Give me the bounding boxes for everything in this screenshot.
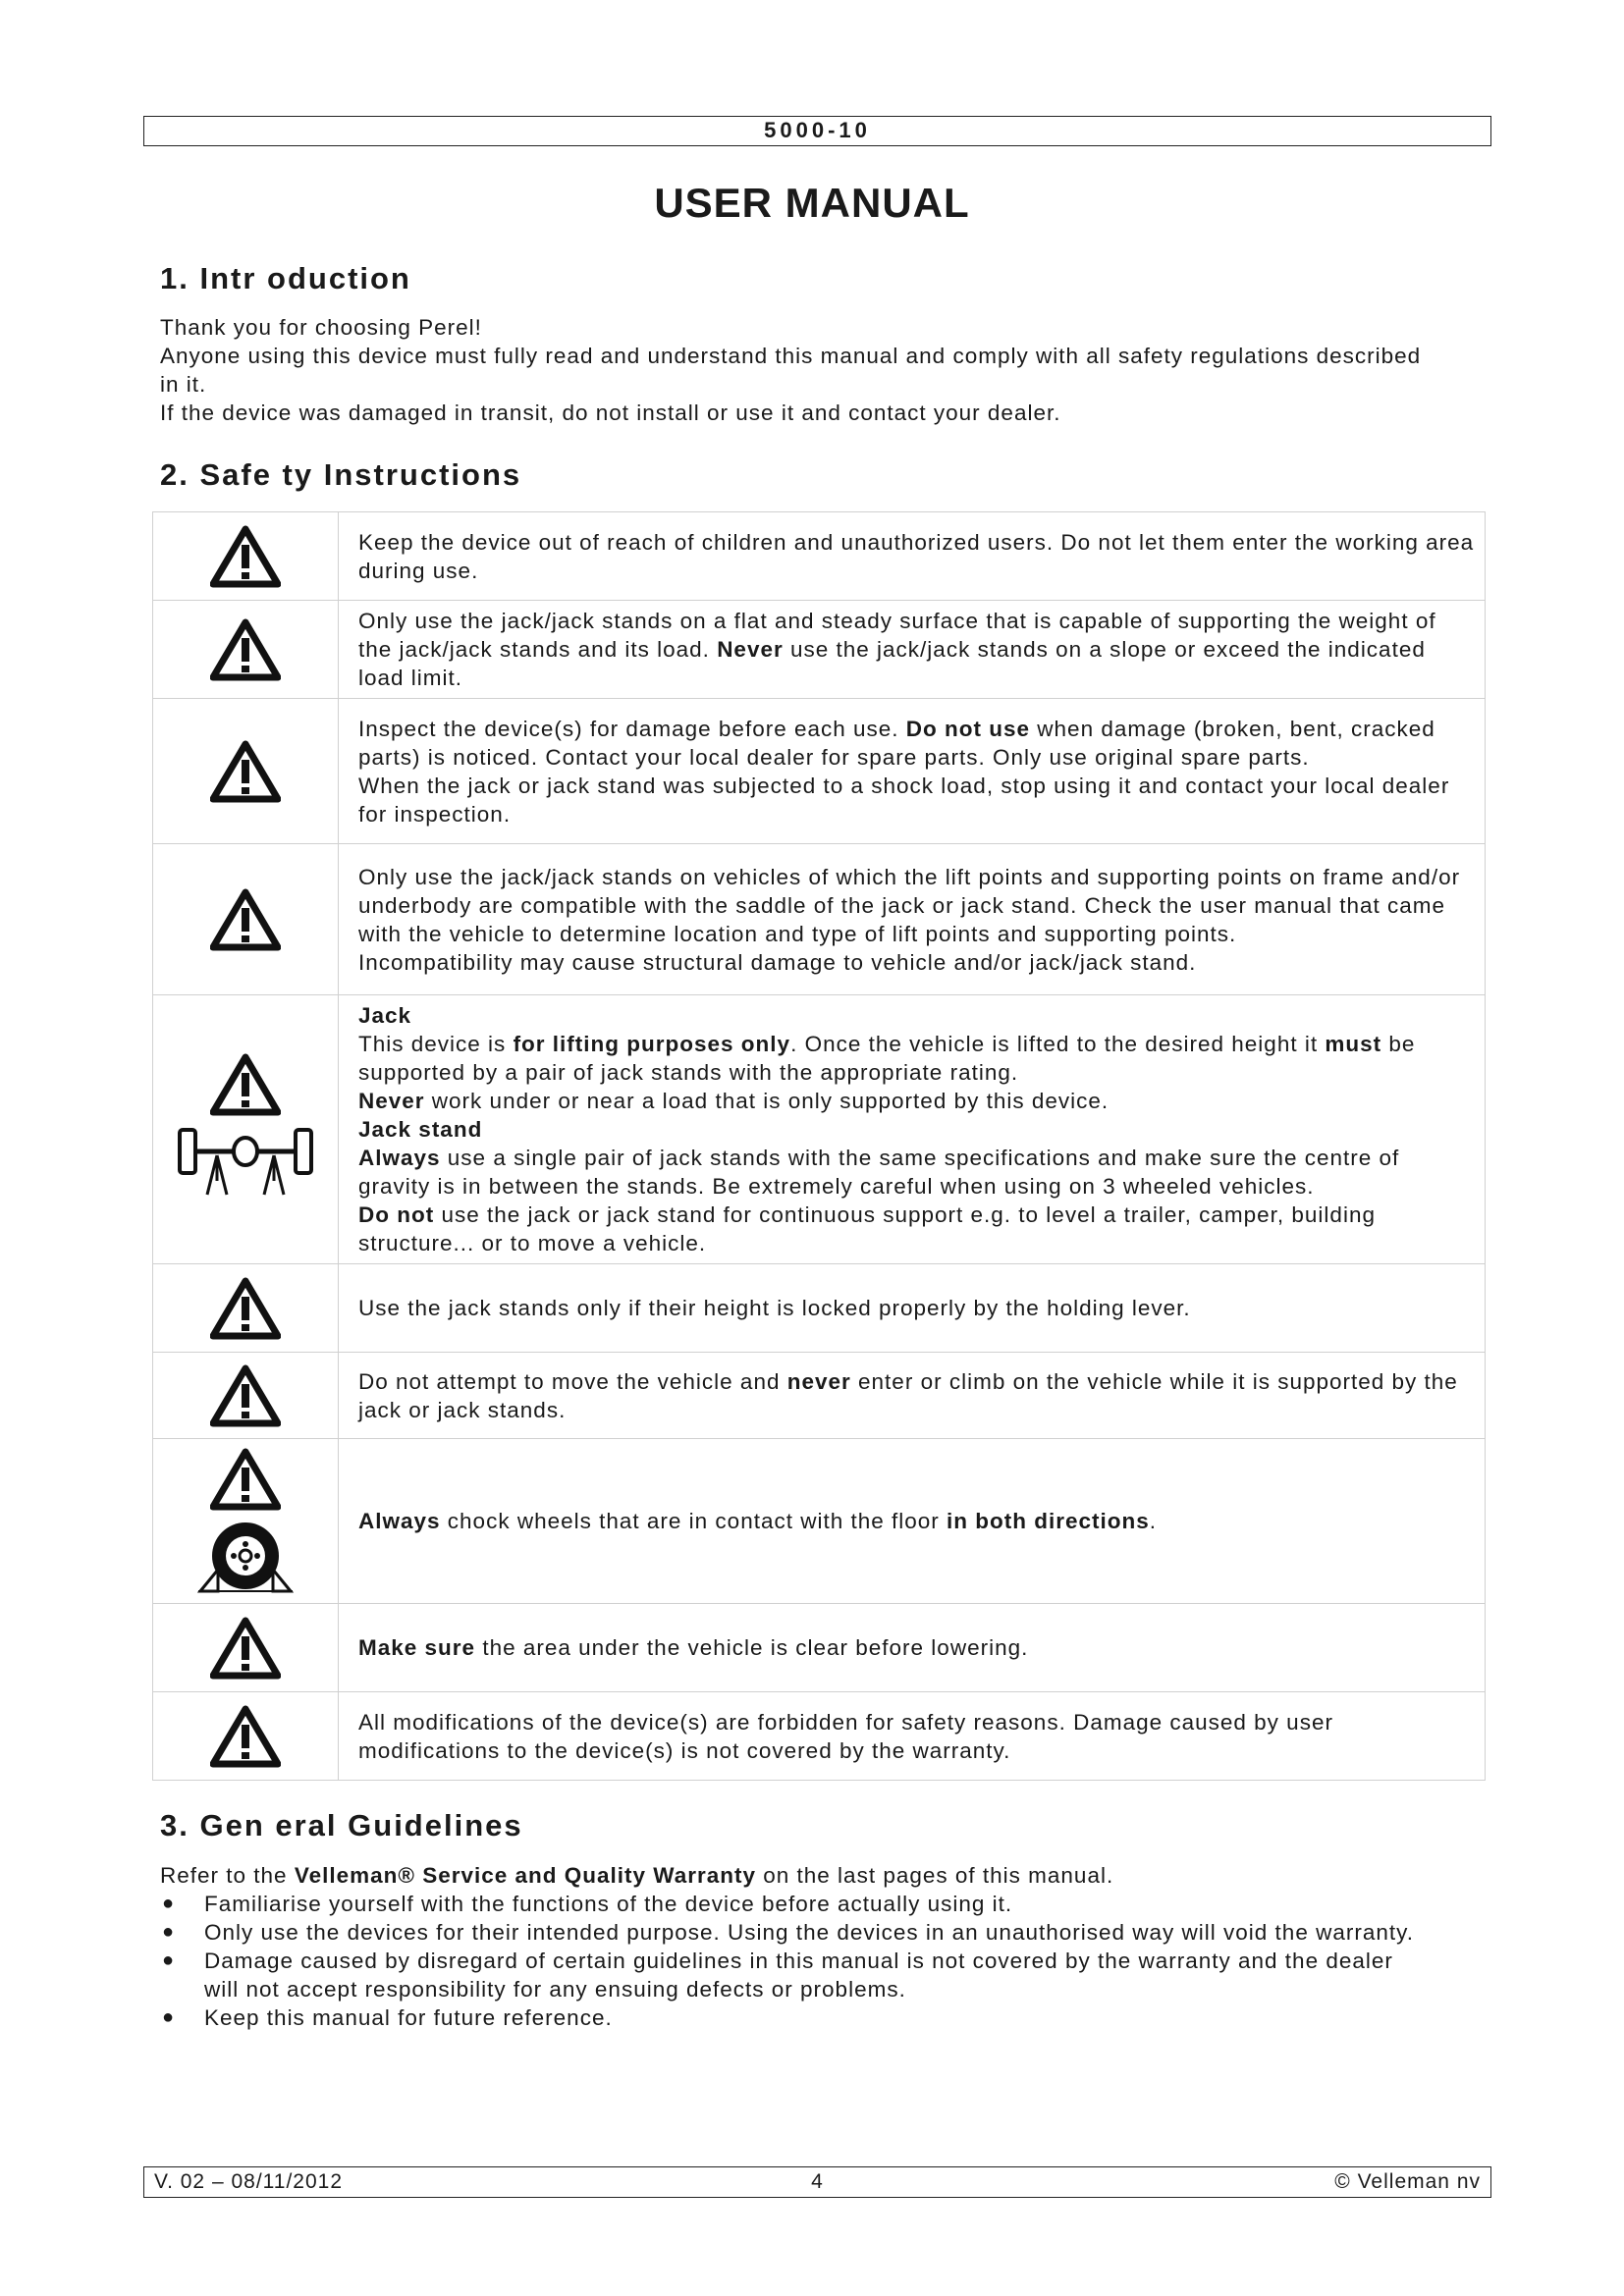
bullet-icon: ● (162, 1921, 176, 1943)
safety-text: Use the jack stands only if their height is locked properly by the holding lever. (358, 1296, 1191, 1320)
guidelines-lead: on the last pages of this manual. (756, 1863, 1114, 1888)
safety-row-text (339, 601, 1486, 699)
jack-subtitle: Jack (358, 1003, 412, 1028)
list-item-text: Keep this manual for future reference. (204, 2005, 613, 2030)
safety-emphasis: in both directions (947, 1509, 1150, 1533)
safety-text: be supported by a pair of jack stands with the appropriate rating. (358, 1032, 1416, 1085)
safety-row-text (339, 1353, 1486, 1439)
safety-emphasis: Always (358, 1146, 441, 1170)
intro-line: If the device was damaged in transit, do not install or use it and contact your dealer. (160, 400, 1061, 425)
safety-row-text (339, 512, 1486, 601)
safety-text: Keep the device out of reach of children and unauthorized users. Do not let them enter the working area during use. (358, 529, 1475, 583)
list-item (160, 2003, 1427, 2032)
version-date: V. 02 – 08/11/2012 (154, 2170, 343, 2193)
jack-stand-subtitle: Jack stand (358, 1117, 483, 1142)
safety-text: Incompatibility may cause structural damage to vehicle and/or jack/jack stand. (358, 949, 1197, 975)
safety-emphasis: for lifting purposes only (513, 1032, 791, 1056)
safety-row-text (339, 1692, 1486, 1781)
safety-text: when damage (broken, bent, cracked parts) is noticed. Contact your local dealer for spare parts. Only use original spare parts. (358, 716, 1435, 770)
guidelines-text (160, 1861, 1427, 2032)
safety-text: work under or near a load that is only supported by this device. (424, 1089, 1110, 1113)
safety-text: the area under the vehicle is clear before lowering. (475, 1635, 1029, 1660)
safety-emphasis: Do not use (905, 716, 1031, 741)
warranty-reference: Velleman® Service and Quality Warranty (294, 1863, 756, 1888)
jack-stand-warning-icons (153, 995, 339, 1264)
list-item-text: Only use the devices for their intended purpose. Using the devices in an unauthorised way will void the warranty. (204, 1920, 1414, 1945)
warning-triangle-icon (210, 1053, 281, 1116)
safety-text: use the jack or jack stand for continuous support e.g. to level a trailer, camper, building structure... or to move a vehicle. (358, 1202, 1376, 1255)
list-item (160, 1890, 1427, 1918)
safety-emphasis: Always (358, 1509, 441, 1533)
safety-row (153, 699, 1486, 844)
intro-line: Thank you for choosing Perel! (160, 315, 482, 340)
warning-triangle-icon (153, 1353, 339, 1439)
intro-text (160, 313, 1436, 427)
safety-row (153, 1604, 1486, 1692)
warning-triangle-icon (153, 1604, 339, 1692)
safety-emphasis: Do not (358, 1202, 435, 1227)
page-footer (143, 2166, 1491, 2198)
safety-row-text (339, 1264, 1486, 1353)
wheel-chock-icon (196, 1517, 295, 1595)
safety-row (153, 995, 1486, 1264)
safety-row (153, 1692, 1486, 1781)
safety-text: use the jack/jack stands on a slope or exceed the indicated load limit. (358, 637, 1426, 690)
list-item (160, 1947, 1427, 2003)
warning-triangle-icon (153, 1692, 339, 1781)
safety-row (153, 601, 1486, 699)
safety-row-text (339, 699, 1486, 844)
safety-row (153, 512, 1486, 601)
safety-text: All modifications of the device(s) are forbidden for safety reasons. Damage caused by user modifications to the device(s) is not covered by the warranty. (358, 1709, 1333, 1763)
intro-line: Anyone using this device must fully read and understand this manual and comply with all safety regulations described in it. (160, 344, 1422, 397)
guidelines-list (160, 1890, 1427, 2032)
safety-text: use a single pair of jack stands with the same specifications and make sure the centre of gravity is in between the stands. Be extremely careful when using on 3 wheeled vehicles. (358, 1146, 1400, 1199)
warning-triangle-icon (153, 699, 339, 844)
safety-emphasis: must (1325, 1032, 1382, 1056)
safety-emphasis: Make sure (358, 1635, 476, 1660)
safety-text: Only use the jack/jack stands on vehicles of which the lift points and supporting points on frame and/or underbody are compatible with the saddle of the jack or jack stand. Check the user manual that came with the vehicle to determine location and type of lift points and supporting points. (358, 864, 1461, 946)
safety-row (153, 1353, 1486, 1439)
list-item-text: Damage caused by disregard of certain guidelines in this manual is not covered by the warranty and the dealer will not accept responsibility for any ensuing defects or problems. (204, 1949, 1393, 2002)
safety-text: enter or climb on the vehicle while it is supported by the jack or jack stands. (358, 1368, 1458, 1422)
safety-text: Inspect the device(s) for damage before each use. (358, 716, 906, 741)
list-item-text: Familiarise yourself with the functions of the device before actually using it. (204, 1892, 1013, 1916)
safety-row (153, 844, 1486, 995)
safety-text: . (1149, 1509, 1158, 1533)
page-title: USER MANUAL (654, 180, 970, 226)
page-number: 4 (811, 2170, 824, 2193)
bullet-icon: ● (162, 2006, 176, 2028)
safety-text: Do not attempt to move the vehicle and (358, 1368, 787, 1394)
document-code-header: 5000-10 (143, 116, 1491, 146)
wheel-chock-warning-icons (153, 1439, 339, 1604)
safety-emphasis: Never (358, 1089, 425, 1113)
safety-row-text (339, 995, 1486, 1264)
warning-triangle-icon (210, 1448, 281, 1511)
safety-row-text (339, 1604, 1486, 1692)
axle-on-jack-stands-icon (172, 1120, 319, 1206)
safety-text: . Once the vehicle is lifted to the desired height it (790, 1032, 1326, 1056)
safety-table (152, 511, 1486, 1781)
guidelines-heading: 3. Gen eral Guidelines (160, 1808, 523, 1842)
safety-text: When the jack or jack stand was subjected to a shock load, stop using it and contact your local dealer for inspection. (358, 773, 1450, 827)
safety-row (153, 1439, 1486, 1604)
warning-triangle-icon (153, 1264, 339, 1353)
warning-triangle-icon (153, 844, 339, 995)
guidelines-lead: Refer to the (160, 1863, 295, 1888)
safety-row-text (339, 844, 1486, 995)
safety-row (153, 1264, 1486, 1353)
intro-heading: 1. Intr oduction (160, 261, 411, 295)
copyright: © Velleman nv (1334, 2170, 1481, 2193)
safety-emphasis: Never (717, 637, 784, 662)
bullet-icon: ● (162, 1949, 176, 1971)
safety-text: chock wheels that are in contact with the floor (440, 1509, 947, 1533)
safety-text: This device is (358, 1032, 514, 1056)
warning-triangle-icon (153, 512, 339, 601)
warning-triangle-icon (153, 601, 339, 699)
safety-row-text (339, 1439, 1486, 1604)
safety-heading: 2. Safe ty Instructions (160, 457, 522, 492)
list-item (160, 1918, 1427, 1947)
safety-emphasis: never (786, 1368, 851, 1394)
bullet-icon: ● (162, 1893, 176, 1914)
safety-text: Only use the jack/jack stands on a flat and steady surface that is capable of supporting the weight of the jack/jack stands and its load. (358, 609, 1436, 662)
